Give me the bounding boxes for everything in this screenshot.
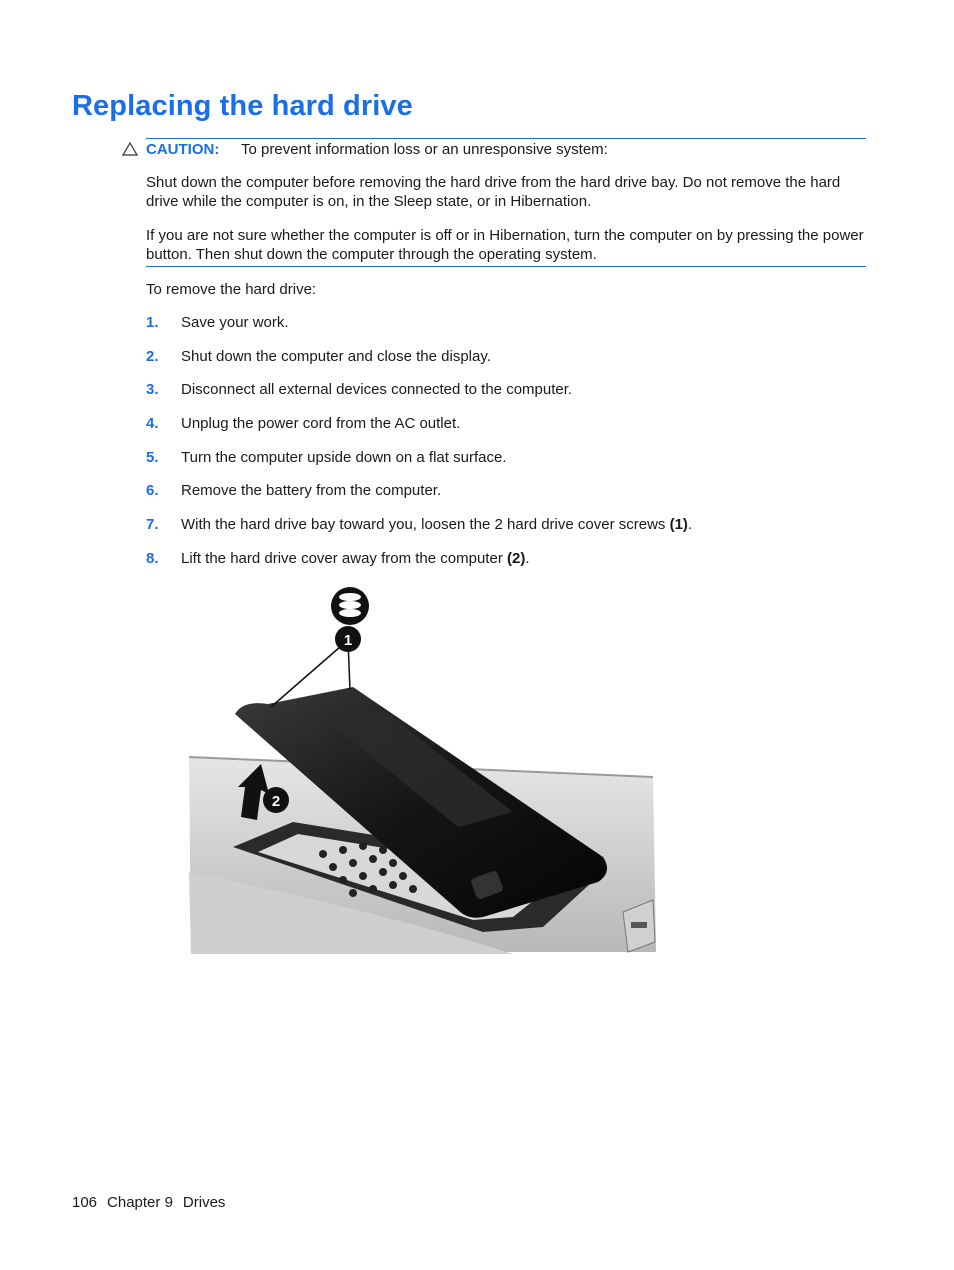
step-text: Remove the battery from the computer. xyxy=(181,482,442,499)
step-number: 5. xyxy=(146,449,159,466)
caution-text: To prevent information loss or an unresponsive system: xyxy=(241,141,608,158)
step-text: With the hard drive bay toward you, loosen the 2 hard drive cover screws (1). xyxy=(181,516,693,533)
caution-label: CAUTION: xyxy=(146,141,220,158)
caution-triangle-icon xyxy=(122,141,138,157)
footer-chapter: Chapter 9 xyxy=(107,1194,173,1211)
hard-drive-cover-illustration xyxy=(183,582,659,958)
svg-text:1: 1 xyxy=(343,632,353,649)
step-text: Save your work. xyxy=(181,314,289,331)
step-text: Unplug the power cord from the AC outlet. xyxy=(181,415,461,432)
step-number: 2. xyxy=(146,348,159,365)
step-number: 4. xyxy=(146,415,159,432)
footer-section: Drives xyxy=(182,1194,226,1211)
step-number: 6. xyxy=(146,482,159,499)
step-text: Turn the computer upside down on a flat surface. xyxy=(181,449,507,466)
step-number: 1. xyxy=(146,314,159,331)
page-title: Replacing the hard drive xyxy=(72,90,413,122)
step-number: 7. xyxy=(146,516,159,533)
step-number: 8. xyxy=(146,550,159,567)
callout-ref-2: (2) xyxy=(506,550,526,567)
page-number: 106 xyxy=(72,1194,98,1211)
page-footer xyxy=(72,1194,235,1211)
step-number: 3. xyxy=(146,381,159,398)
intro-text: To remove the hard drive: xyxy=(146,281,317,298)
callout-1 xyxy=(335,626,361,652)
step-text: Shut down the computer and close the display. xyxy=(181,348,491,365)
caution-paragraph-2: If you are not sure whether the computer is off or in Hibernation, turn the computer on by pressing the power button. Then shut down the computer through the operating system. xyxy=(146,227,864,263)
step-text: Lift the hard drive cover away from the computer (2). xyxy=(181,550,530,567)
svg-text:2: 2 xyxy=(271,793,281,810)
hard-drive-icon xyxy=(331,587,369,625)
step-text: Disconnect all external devices connected to the computer. xyxy=(181,381,573,398)
caution-paragraph-1: Shut down the computer before removing the hard drive from the hard drive bay. Do not remove the hard drive while the computer is on, in the Sleep state, or in Hibernation. xyxy=(146,174,841,210)
callout-2 xyxy=(263,787,289,813)
callout-ref-1: (1) xyxy=(669,516,688,533)
